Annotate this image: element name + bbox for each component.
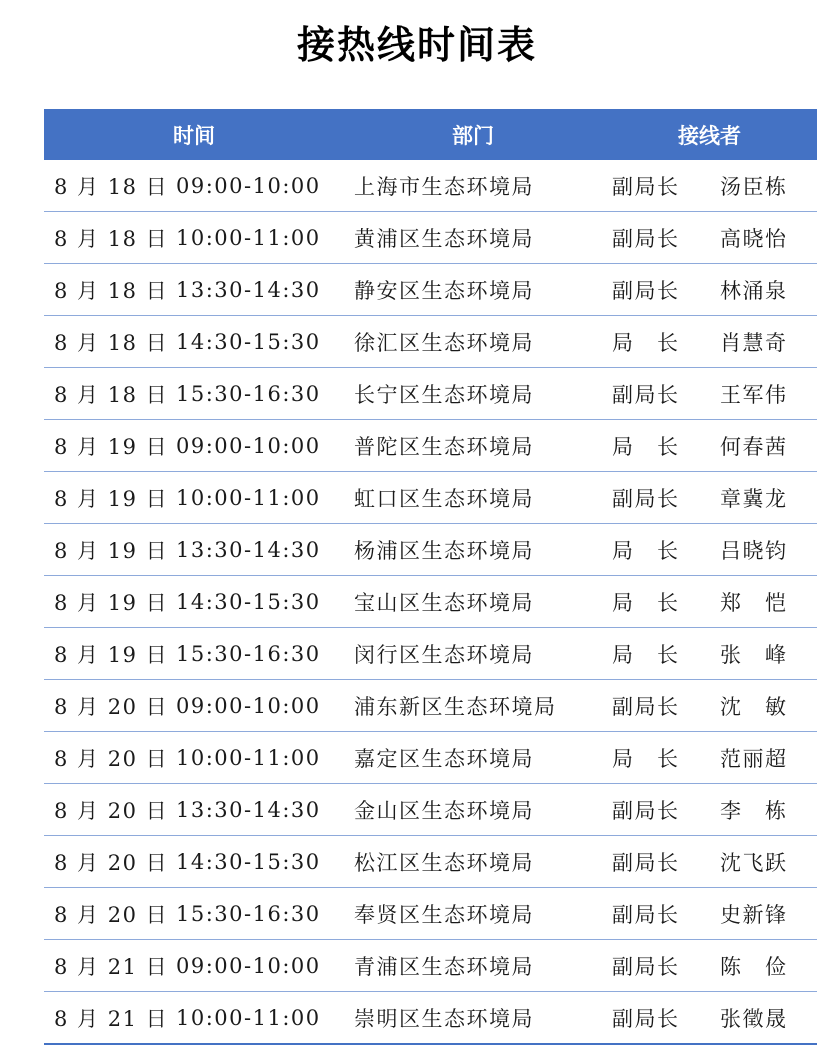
cell-date: 8 月 20 日 — [54, 746, 169, 771]
cell-title: 副局长 — [612, 798, 680, 823]
table-row — [44, 784, 817, 836]
cell-date: 8 月 21 日 — [54, 954, 169, 979]
cell-time: 09:00-10:00 — [176, 953, 321, 978]
table-body — [44, 160, 817, 1045]
cell-date: 8 月 20 日 — [54, 850, 169, 875]
cell-time: 14:30-15:30 — [176, 849, 321, 874]
cell-dept: 黄浦区生态环境局 — [354, 226, 534, 251]
cell-title: 副局长 — [612, 174, 680, 199]
cell-title: 副局长 — [612, 850, 680, 875]
table-row — [44, 472, 817, 524]
cell-time: 10:00-11:00 — [176, 745, 321, 770]
cell-name: 张徵晟 — [720, 1006, 788, 1031]
cell-time: 10:00-11:00 — [176, 225, 321, 250]
cell-name: 肖慧奇 — [720, 330, 788, 355]
cell-name: 汤臣栋 — [720, 174, 788, 199]
cell-time: 13:30-14:30 — [176, 797, 321, 822]
cell-name: 沈飞跃 — [720, 850, 788, 875]
cell-title: 副局长 — [612, 226, 680, 251]
table-row — [44, 576, 817, 628]
cell-dept: 上海市生态环境局 — [354, 174, 534, 199]
page-title: 接热线时间表 — [296, 22, 537, 67]
cell-dept: 虹口区生态环境局 — [354, 486, 534, 511]
cell-time: 09:00-10:00 — [176, 173, 321, 198]
cell-name: 何春茜 — [720, 434, 788, 459]
cell-time: 13:30-14:30 — [176, 537, 321, 562]
table-row — [44, 940, 817, 992]
table-header — [44, 109, 817, 160]
cell-title: 副局长 — [612, 902, 680, 927]
header-dept: 部门 — [452, 123, 494, 148]
cell-dept: 闵行区生态环境局 — [354, 642, 534, 667]
cell-time: 15:30-16:30 — [176, 381, 321, 406]
cell-title: 局 长 — [612, 746, 680, 771]
table-row — [44, 992, 817, 1045]
cell-date: 8 月 18 日 — [54, 382, 169, 407]
cell-date: 8 月 21 日 — [54, 1006, 169, 1031]
cell-title: 副局长 — [612, 278, 680, 303]
cell-name: 王军伟 — [720, 382, 788, 407]
cell-date: 8 月 18 日 — [54, 278, 169, 303]
cell-title: 副局长 — [612, 694, 680, 719]
header-person: 接线者 — [678, 123, 741, 148]
table-row — [44, 420, 817, 472]
table-row — [44, 888, 817, 940]
table-row — [44, 628, 817, 680]
cell-dept: 嘉定区生态环境局 — [354, 746, 534, 771]
cell-date: 8 月 20 日 — [54, 798, 169, 823]
cell-name: 林涌泉 — [720, 278, 788, 303]
cell-time: 10:00-11:00 — [176, 1005, 321, 1030]
cell-date: 8 月 19 日 — [54, 486, 169, 511]
cell-dept: 奉贤区生态环境局 — [354, 902, 534, 927]
cell-name: 张 峰 — [720, 642, 788, 667]
cell-title: 副局长 — [612, 486, 680, 511]
table-row — [44, 160, 817, 212]
cell-date: 8 月 19 日 — [54, 538, 169, 563]
cell-dept: 长宁区生态环境局 — [354, 382, 534, 407]
cell-dept: 普陀区生态环境局 — [354, 434, 534, 459]
cell-time: 09:00-10:00 — [176, 693, 321, 718]
cell-title: 副局长 — [612, 1006, 680, 1031]
cell-date: 8 月 19 日 — [54, 434, 169, 459]
table-row — [44, 212, 817, 264]
table-row — [44, 316, 817, 368]
cell-name: 高晓怡 — [720, 226, 788, 251]
cell-dept: 金山区生态环境局 — [354, 798, 534, 823]
header-time: 时间 — [173, 123, 215, 148]
cell-date: 8 月 18 日 — [54, 174, 169, 199]
cell-time: 14:30-15:30 — [176, 329, 321, 354]
cell-title: 局 长 — [612, 330, 680, 355]
cell-date: 8 月 20 日 — [54, 694, 169, 719]
cell-time: 13:30-14:30 — [176, 277, 321, 302]
cell-dept: 静安区生态环境局 — [354, 278, 534, 303]
cell-date: 8 月 19 日 — [54, 590, 169, 615]
cell-name: 范丽超 — [720, 746, 788, 771]
cell-name: 章冀龙 — [720, 486, 788, 511]
cell-date: 8 月 19 日 — [54, 642, 169, 667]
cell-title: 副局长 — [612, 954, 680, 979]
cell-date: 8 月 18 日 — [54, 330, 169, 355]
cell-time: 15:30-16:30 — [176, 641, 321, 666]
table-row — [44, 264, 817, 316]
cell-title: 局 长 — [612, 538, 680, 563]
cell-dept: 浦东新区生态环境局 — [354, 694, 557, 719]
cell-date: 8 月 20 日 — [54, 902, 169, 927]
cell-dept: 松江区生态环境局 — [354, 850, 534, 875]
cell-time: 15:30-16:30 — [176, 901, 321, 926]
cell-title: 局 长 — [612, 642, 680, 667]
cell-time: 10:00-11:00 — [176, 485, 321, 510]
cell-name: 吕晓钧 — [720, 538, 788, 563]
cell-name: 史新锋 — [720, 902, 788, 927]
table-row — [44, 524, 817, 576]
cell-date: 8 月 18 日 — [54, 226, 169, 251]
cell-title: 局 长 — [612, 434, 680, 459]
cell-name: 沈 敏 — [720, 694, 788, 719]
table-row — [44, 368, 817, 420]
cell-name: 郑 恺 — [720, 590, 788, 615]
cell-dept: 青浦区生态环境局 — [354, 954, 534, 979]
cell-dept: 宝山区生态环境局 — [354, 590, 534, 615]
table-row — [44, 680, 817, 732]
cell-dept: 徐汇区生态环境局 — [354, 330, 534, 355]
cell-dept: 崇明区生态环境局 — [354, 1006, 534, 1031]
table-row — [44, 732, 817, 784]
cell-time: 09:00-10:00 — [176, 433, 321, 458]
cell-title: 副局长 — [612, 382, 680, 407]
cell-title: 局 长 — [612, 590, 680, 615]
table-row — [44, 836, 817, 888]
cell-name: 陈 俭 — [720, 954, 788, 979]
hotline-table — [44, 109, 817, 1045]
cell-time: 14:30-15:30 — [176, 589, 321, 614]
cell-dept: 杨浦区生态环境局 — [354, 538, 534, 563]
cell-name: 李 栋 — [720, 798, 788, 823]
